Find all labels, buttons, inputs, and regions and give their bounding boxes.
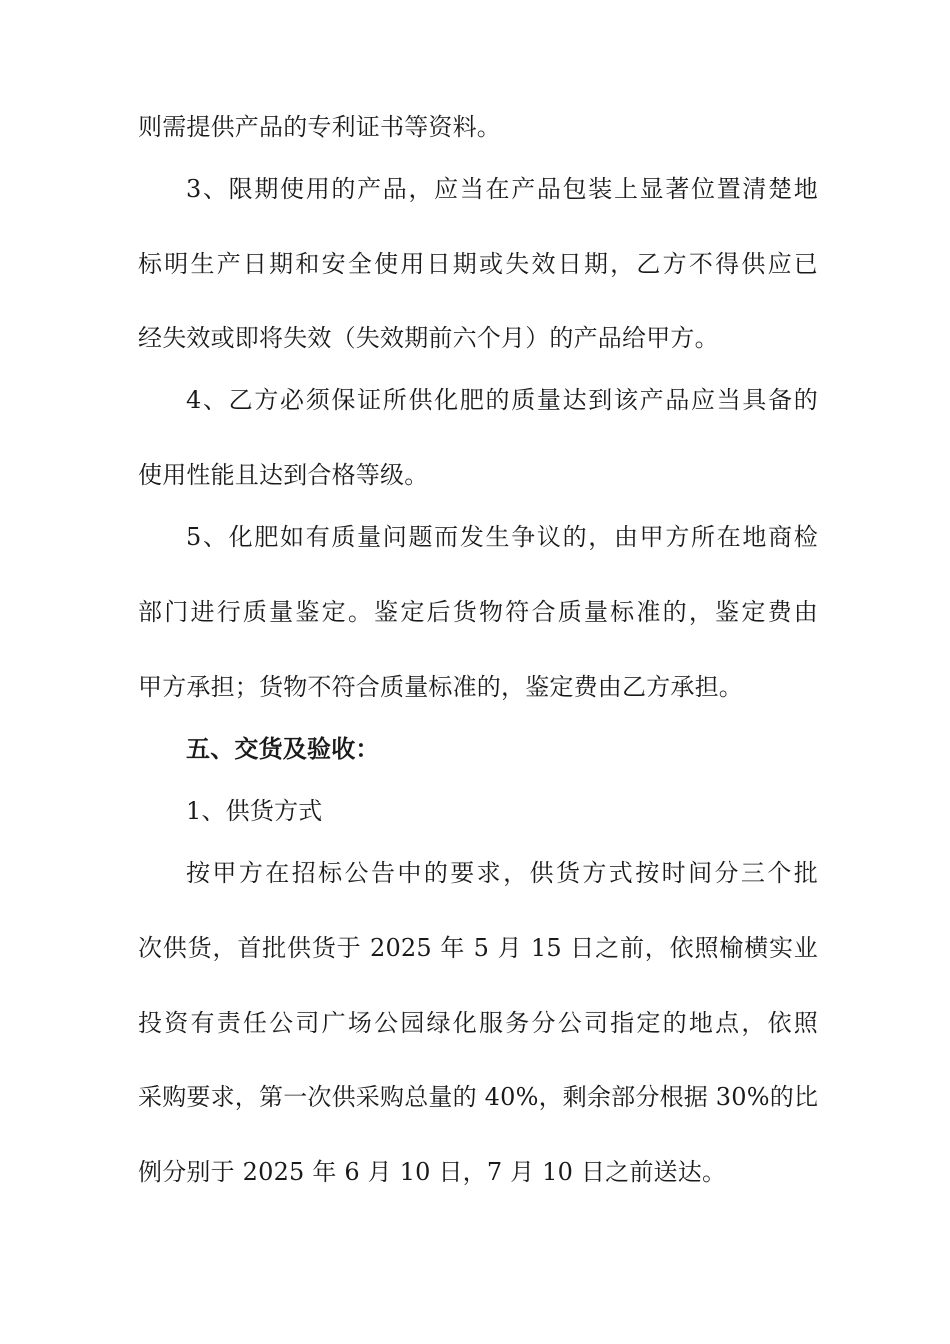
text-line: 投资有责任公司广场公园绿化服务分公司指定的地点，依照 — [138, 1009, 818, 1037]
section-heading: 五、交货及验收： — [186, 734, 380, 763]
text-line: 部门进行质量鉴定。鉴定后货物符合质量标准的，鉴定费由 — [138, 598, 818, 626]
text-line: 3、限期使用的产品，应当在产品包装上显著位置清楚地 — [186, 175, 818, 203]
subsection-heading: 1、供货方式 — [186, 797, 323, 825]
text-line: 例分别于 2025 年 6 月 10 日，7 月 10 日之前送达。 — [138, 1158, 727, 1186]
text-line: 则需提供产品的专利证书等资料。 — [138, 113, 501, 141]
text-line: 5、化肥如有质量问题而发生争议的，由甲方所在地商检 — [186, 523, 818, 551]
text-line: 甲方承担；货物不符合质量标准的，鉴定费由乙方承担。 — [138, 673, 743, 701]
text-line: 4、乙方必须保证所供化肥的质量达到该产品应当具备的 — [186, 386, 818, 414]
text-line: 经失效或即将失效（失效期前六个月）的产品给甲方。 — [138, 324, 719, 352]
text-line: 标明生产日期和安全使用日期或失效日期，乙方不得供应已 — [138, 250, 818, 278]
text-line: 使用性能且达到合格等级。 — [138, 461, 429, 489]
text-line: 按甲方在招标公告中的要求，供货方式按时间分三个批 — [186, 859, 818, 887]
text-line: 采购要求，第一次供采购总量的 40%，剩余部分根据 30%的比 — [138, 1083, 819, 1111]
text-line: 次供货，首批供货于 2025 年 5 月 15 日之前，依照榆横实业 — [138, 934, 818, 962]
